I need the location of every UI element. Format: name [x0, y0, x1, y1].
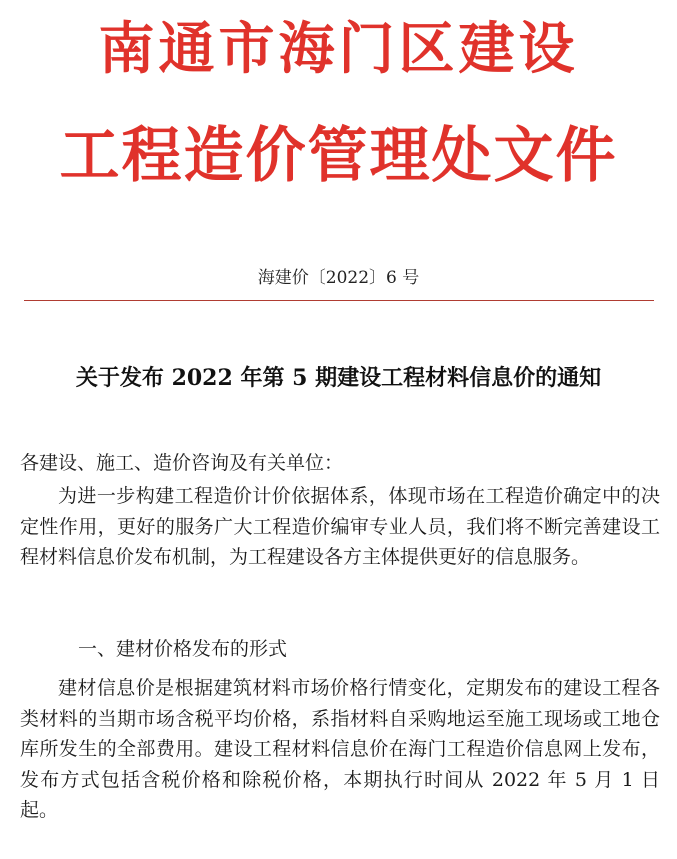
salutation: 各建设、施工、造价咨询及有关单位：	[20, 452, 344, 474]
document-number: 海建价〔2022〕6 号	[257, 268, 420, 288]
document-title: 关于发布 2022 年第 5 期建设工程材料信息价的通知	[75, 365, 602, 391]
document-header-line2: 工程造价管理处文件	[59, 121, 618, 191]
paragraph-section-1: 建材信息价是根据建筑材料市场价格行情变化，定期发布的建设工程各类材料的当期市场含税平均价格，系指材料自采购地运至施工现场或工地仓库所发生的全部费用。建设工程材料信息价在海门工程造价信息网上发布，发布方式包括含税价格和除税价格，本期执行时间从 2022 年 5 月 1 日起。	[20, 677, 660, 821]
paragraph-intro: 为进一步构建工程造价计价依据体系，体现市场在工程造价确定中的决定性作用，更好的服务广大工程造价编审专业人员，我们将不断完善建设工程材料信息价发布机制，为工程建设各方主体提供更好的信息服务。	[20, 485, 660, 568]
section-heading-1: 一、建材价格发布的形式	[78, 638, 288, 660]
header-divider	[24, 300, 654, 301]
document-header-line1: 南通市海门区建设	[98, 17, 579, 82]
